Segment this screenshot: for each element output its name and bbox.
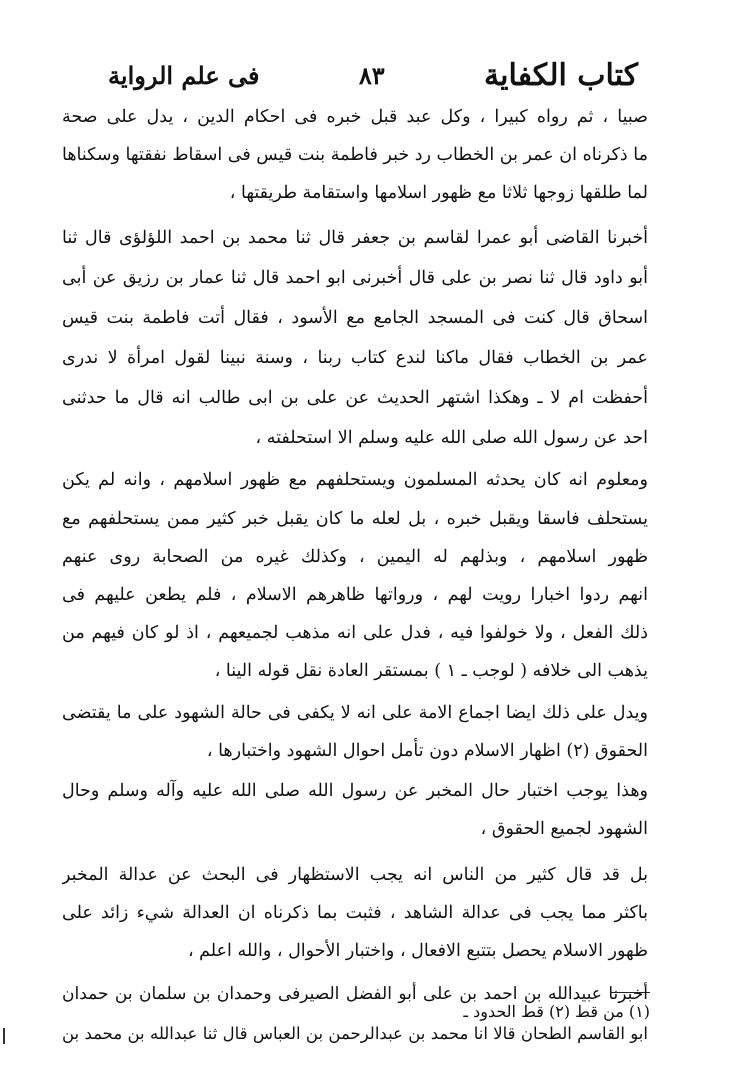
scan-edge-mark: [3, 1028, 5, 1044]
footnote: (١) من قط (٢) قط الحدود ـ: [463, 1002, 650, 1021]
book-title: كتاب الكفاية: [484, 57, 638, 93]
text-line: احد عن رسول الله صلى الله عليه وسلم الا استحلفته ،: [255, 428, 648, 448]
text-line: ظهور اسلامهم ، وبذلهم له اليمين ، وكذلك غيره من الصحابة روى عنهم: [62, 547, 648, 567]
page-number: ٨٣: [358, 60, 385, 90]
text-line: عمر بن الخطاب فقال ماكنا لندع كتاب ربنا ، وسنة نبينا لقول امرأة لا ندرى: [62, 348, 648, 368]
footnote-divider: [610, 992, 650, 993]
text-line: ما ذكرناه ان عمر بن الخطاب رد خبر فاطمة بنت قيس فى اسقاط نفقتها وسكناها: [62, 145, 648, 165]
text-line: صبيا ، ثم رواه كبيرا ، وكل عبد قبل خبره فى احكام الدين ، يدل على صحة: [62, 107, 648, 127]
text-line: اسحاق قال كنت فى المسجد الجامع مع الأسود ، فقال أتت فاطمة بنت قيس: [62, 308, 648, 328]
text-line: يستحلف فاسقا ويقبل خبره ، بل لعله ما كان يقبل خبر كثير ممن يستحلفهم مع: [62, 509, 648, 529]
text-line: أخبرنا عبيدالله بن احمد بن على أبو الفضل الصيرفى وحمدان بن سلمان بن حمدان: [62, 984, 648, 1004]
text-line: ذلك الفعل ، ولا خولفوا فيه ، فدل على انه مذهب لجميعهم ، اذ لو كان فيهم من: [62, 623, 648, 643]
text-line: ظهور الاسلام يحصل بتتبع الافعال ، واختبار الأحوال ، والله اعلم ،: [187, 941, 648, 961]
text-line: أحفظت ام لا ـ وهكذا اشتهر الحديث عن على بن ابى طالب انه قال ما حدثنى: [62, 388, 648, 408]
text-line: انهم ردوا اخبارا رويت لهم ، ورواتها ظاهرهم الاسلام ، فلم يطعن عليهم فى: [62, 585, 648, 605]
main-text: [62, 98, 648, 1054]
text-line: باكثر مما يجب فى عدالة الشاهد ، فثبت بما ذكرناه ان العدالة شيء زائد على: [62, 903, 648, 923]
text-line: الشهود لجميع الحقوق ،: [480, 819, 648, 839]
text-line: أبو داود قال ثنا نصر بن على قال أخبرنى ابو احمد قال ثنا عمار بن رزيق عن أبى: [62, 268, 648, 288]
section-title: فى علم الرواية: [108, 60, 260, 90]
text-line: أخبرنا القاضى أبو عمرا لقاسم بن جعفر قال ثنا محمد بن احمد اللؤلؤى قال ثنا: [62, 228, 648, 248]
text-line: ومعلوم انه كان يحدثه المسلمون ويستحلفهم مع ظهور اسلامهم ، وانه لم يكن: [62, 470, 648, 490]
text-line: بل قد قال كثير من الناس انه يجب الاستظهار فى البحث عن عدالة المخبر: [62, 865, 648, 885]
text-line: ابو القاسم الطحان قالا انا محمد بن عبدالرحمن بن العباس قال ثنا عبدالله بن محمد بن: [62, 1024, 648, 1043]
page-header: [108, 52, 638, 98]
text-line: وهذا يوجب اختبار حال المخبر عن رسول الله صلى الله عليه وآله وسلم وحال: [62, 781, 648, 801]
text-line: ويدل على ذلك ايضا اجماع الامة على انه لا يكفى فى حالة الشهود على ما يقتضى: [62, 703, 648, 723]
text-line: الحقوق (٢) اظهار الاسلام دون تأمل احوال الشهود واختبارها ،: [206, 741, 648, 761]
text-line: يذهب الى خلافه ( لوجب ـ ١ ) بمستقر العادة نقل قوله الينا ،: [214, 661, 648, 681]
text-line: لما طلقها زوجها ثلاثا مع ظهور اسلامها واستقامة طريقتها ،: [229, 183, 648, 203]
